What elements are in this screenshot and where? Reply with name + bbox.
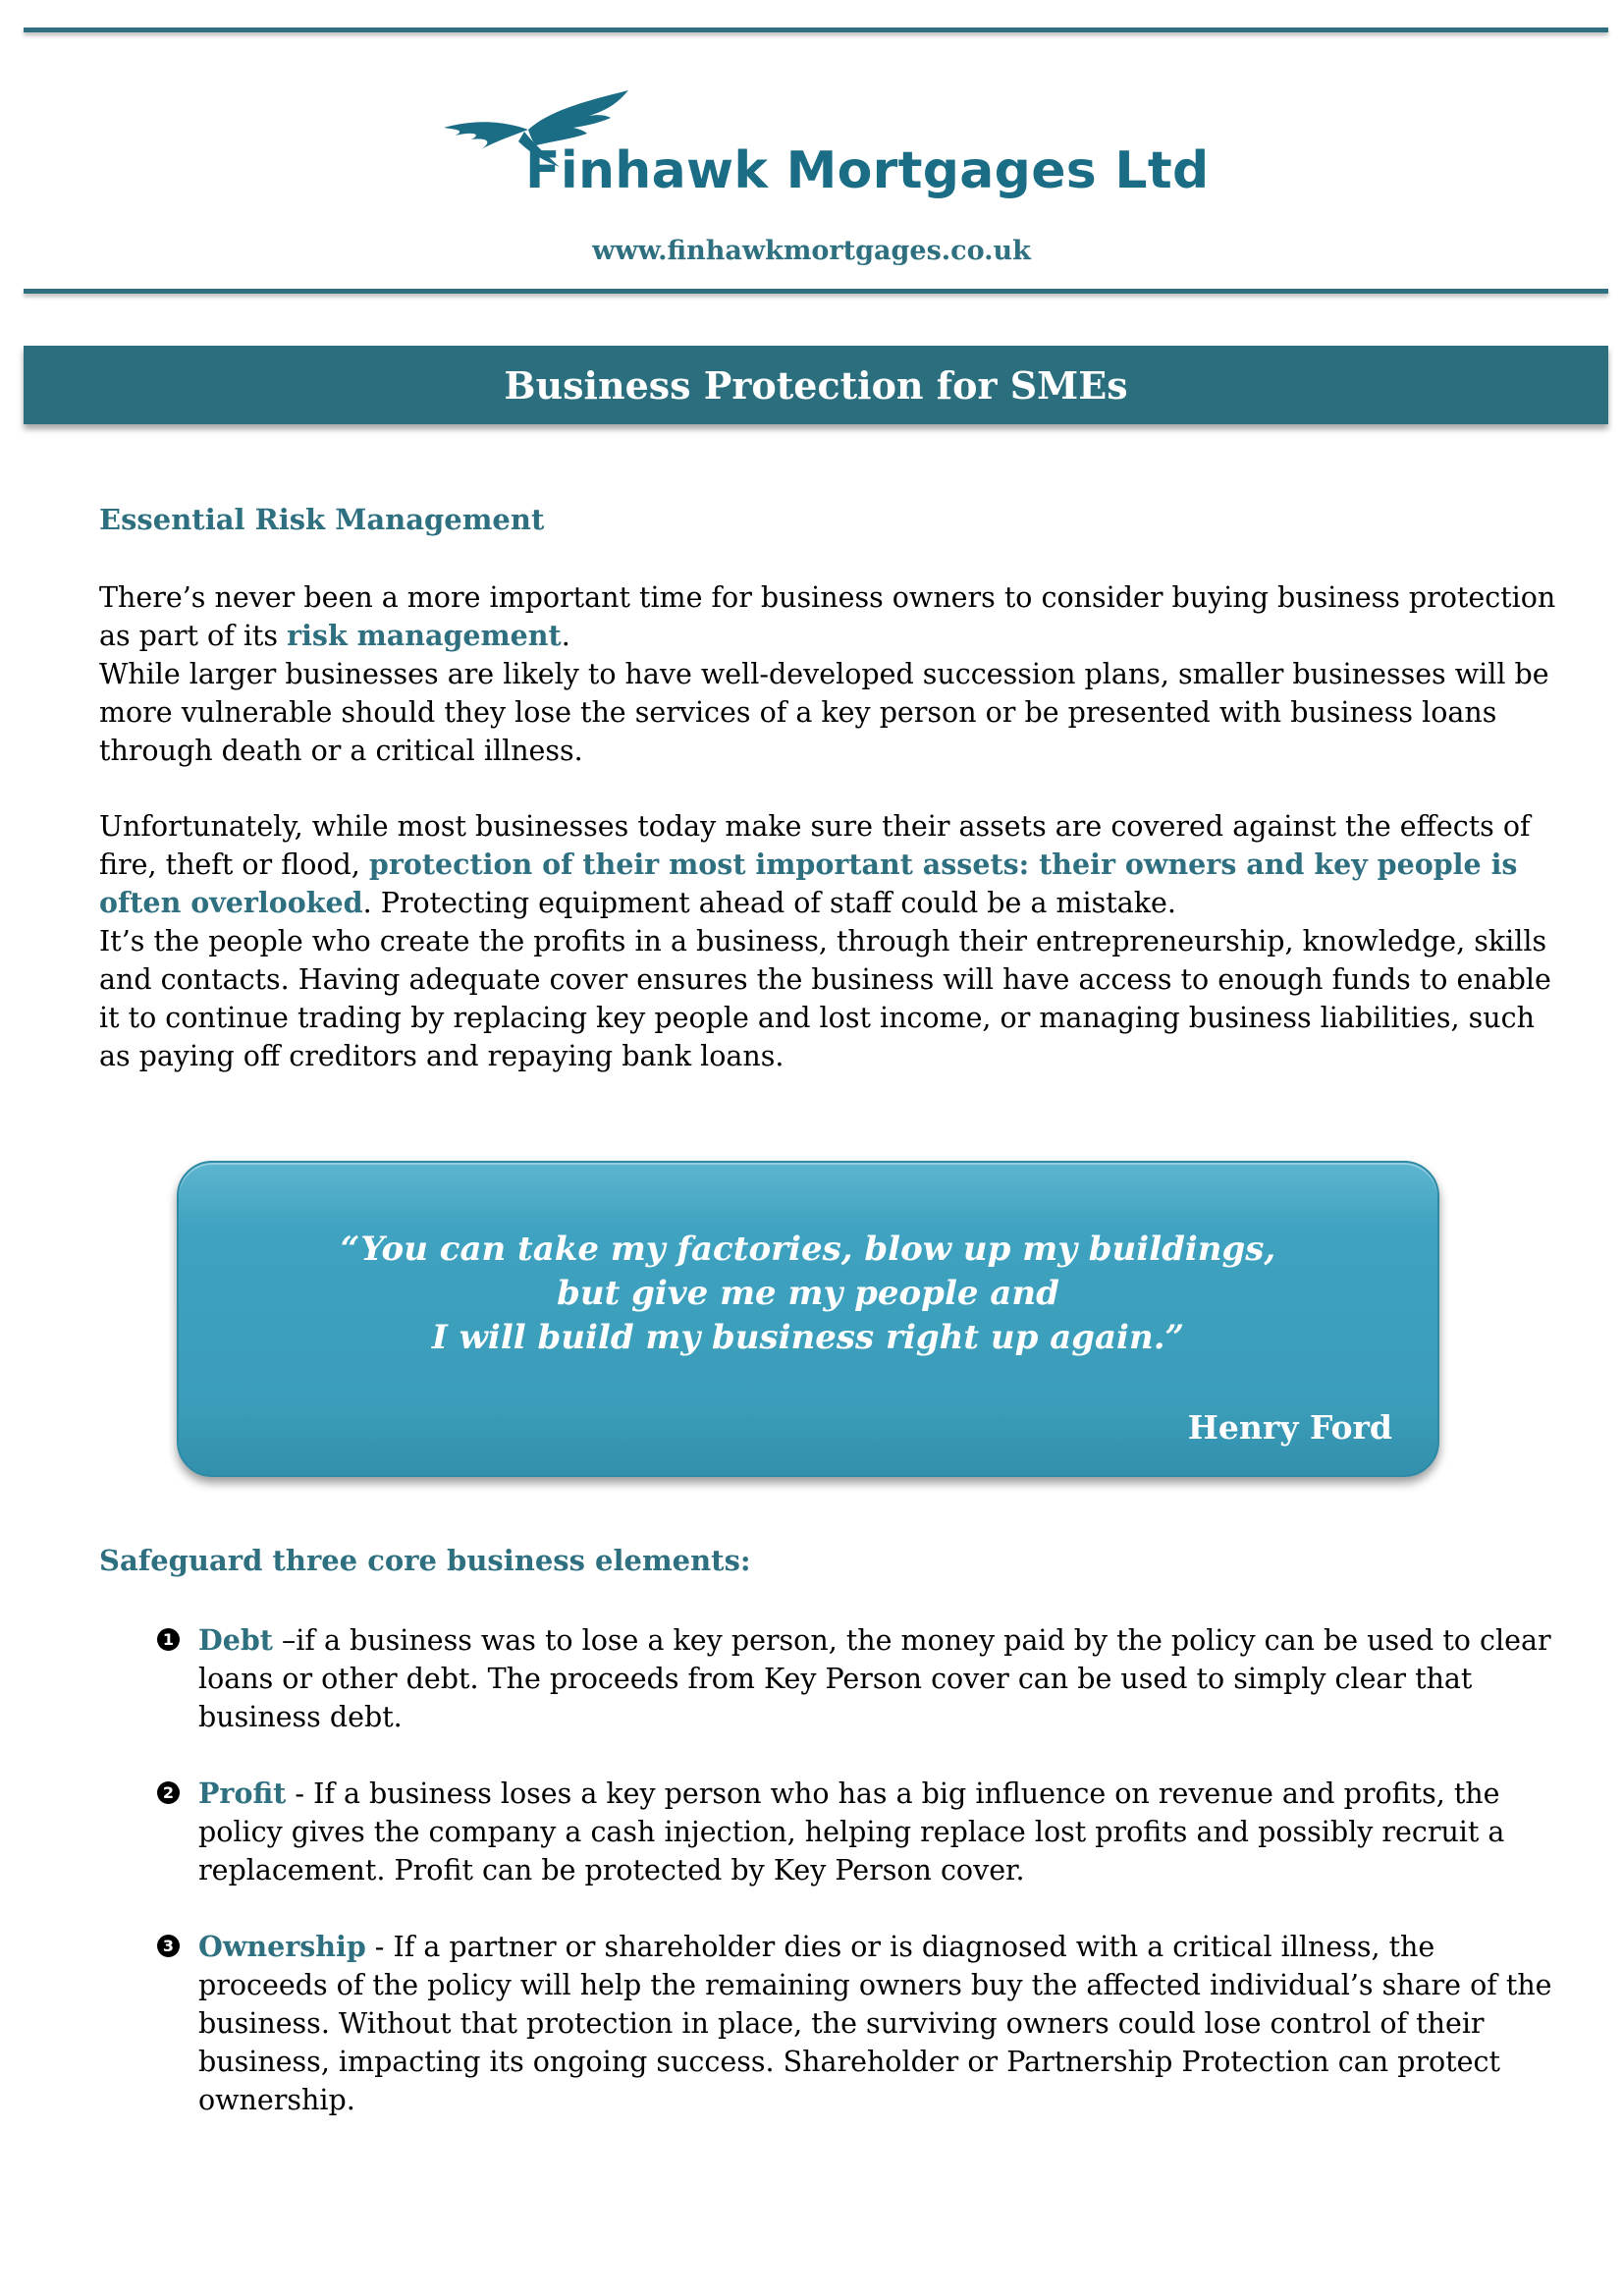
- paragraph-2: While larger businesses are likely to have well-developed succession plans, smaller businesses will be more vulnerable should they lose the services of a key person or be presented with business loans through death or a critical illness.: [99, 658, 1549, 767]
- element-term-profit: Profit: [198, 1777, 287, 1810]
- list-item: [99, 1621, 1562, 1736]
- quote-line: but give me my people and: [557, 1274, 1059, 1313]
- section-heading-essential: Essential Risk Management: [99, 503, 545, 536]
- elements-list: [99, 1621, 1562, 2119]
- top-divider: [24, 27, 1608, 32]
- header-divider: [24, 289, 1608, 294]
- company-logo: [442, 90, 1208, 218]
- essential-section: [99, 501, 1562, 1075]
- element-term-ownership: Ownership: [198, 1930, 366, 1963]
- quote-text: [179, 1228, 1437, 1360]
- company-name: Finhawk Mortgages Ltd: [525, 141, 1210, 200]
- section-heading-safeguard: Safeguard three core business elements:: [99, 1544, 751, 1577]
- quote-line: I will build my business right up again.”: [431, 1318, 1185, 1357]
- paragraph-1: [99, 578, 1562, 655]
- title-banner: [24, 346, 1608, 424]
- paragraph-text: There’s never been a more important time for business owners to consider buying business protection as part of its: [99, 581, 1556, 652]
- list-item: [99, 1775, 1562, 1889]
- quote-author: Henry Ford: [1187, 1408, 1392, 1447]
- paragraph-3: [99, 807, 1562, 922]
- element-description: - If a business loses a key person who has a big influence on revenue and profits, the policy gives the company a cash injection, helping replace lost profits and possibly recruit a replacement. Profit can be protected by Key Person cover.: [198, 1777, 1505, 1886]
- highlight-key-people: protection of their most important assets: their owners and key people is often overlooked: [99, 847, 1518, 919]
- paragraph-text: Unfortunately, while most businesses today make sure their assets are covered against the effects of fire, theft or flood,: [99, 810, 1531, 881]
- paragraph-4: It’s the people who create the profits in a business, through their entrepreneurship, knowledge, skills and contacts. Having adequate cover ensures the business will have access to enough funds to enable it to continue trading by replacing key people and lost income, or managing business liabilities, such as paying off creditors and repaying bank loans.: [99, 925, 1551, 1072]
- number-bullet-icon: 2: [157, 1781, 180, 1804]
- page-title: Business Protection for SMEs: [504, 362, 1128, 408]
- element-description: - If a partner or shareholder dies or is diagnosed with a critical illness, the proceeds of the policy will help the remaining owners buy the affected individual’s share of the business. Without that protection in place, the surviving owners could lose control of their business, impacting its ongoing success. Shareholder or Partnership Protection can protect ownership.: [198, 1931, 1552, 2116]
- safeguard-section: [99, 1542, 1562, 2158]
- paragraph-text: .: [561, 620, 570, 652]
- quote-line: “You can take my factories, blow up my buildings,: [340, 1230, 1276, 1269]
- paragraph-text: . Protecting equipment ahead of staff could be a mistake.: [362, 887, 1176, 919]
- list-item: [99, 1928, 1562, 2119]
- number-bullet-icon: 3: [157, 1935, 180, 1957]
- quote-box: [177, 1161, 1439, 1477]
- element-description: –if a business was to lose a key person, the money paid by the policy can be used to clear loans or other debt. The proceeds from Key Person cover can be used to simply clear that business debt.: [198, 1624, 1551, 1733]
- number-bullet-icon: 1: [157, 1628, 180, 1651]
- website-url: www.finhawkmortgages.co.uk: [592, 236, 1031, 266]
- element-term-debt: Debt: [198, 1623, 273, 1657]
- highlight-risk-management: risk management: [287, 619, 562, 652]
